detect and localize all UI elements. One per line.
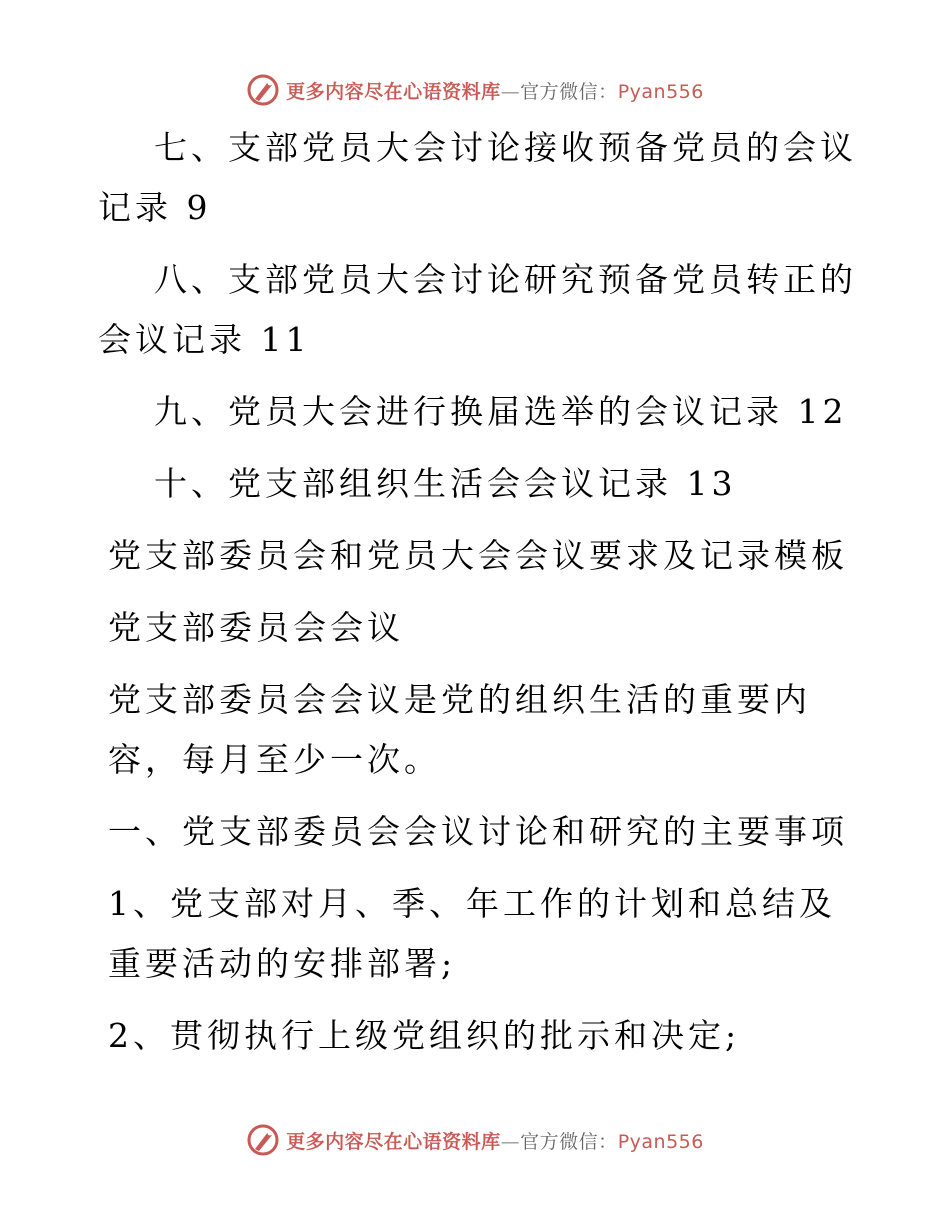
toc-item-9: 九、党员大会进行换届选举的会议记录 12	[154, 392, 848, 431]
toc-item-7: 七、支部党员大会讨论接收预备党员的会议记录 9	[98, 128, 857, 227]
watermark-brand: 更多内容尽在心语资料库	[286, 80, 501, 103]
watermark-separator: —	[500, 1130, 521, 1153]
pen-logo-icon	[246, 1123, 280, 1157]
watermark-text	[286, 1127, 704, 1154]
list-item: 2、贯彻执行上级党组织的批示和决定;	[108, 1016, 741, 1055]
toc-item-10: 十、党支部组织生活会会议记录 13	[154, 464, 737, 503]
watermark-id: Pyan556	[617, 80, 704, 103]
heading-item-1: 一、党支部委员会会议讨论和研究的主要事项	[108, 812, 848, 851]
subsection-title: 党支部委员会会议	[108, 608, 404, 647]
watermark-brand: 更多内容尽在心语资料库	[286, 1130, 501, 1153]
toc-item-8: 八、支部党员大会讨论研究预备党员转正的会议记录 11	[98, 260, 857, 359]
body-paragraph: 党支部委员会会议是党的组织生活的重要内容，每月至少一次。	[108, 680, 811, 779]
watermark-separator: —	[500, 80, 521, 103]
section-title: 党支部委员会和党员大会会议要求及记录模板	[108, 536, 848, 575]
watermark-text	[286, 77, 704, 104]
footer-watermark	[0, 1120, 950, 1160]
watermark-label: 官方微信：	[520, 1130, 618, 1153]
pen-logo-icon	[246, 73, 280, 107]
list-item: 1、党支部对月、季、年工作的计划和总结及重要活动的安排部署;	[108, 884, 836, 983]
watermark-id: Pyan556	[617, 1130, 704, 1153]
watermark-label: 官方微信：	[520, 80, 618, 103]
document-body	[98, 118, 858, 1078]
header-watermark	[0, 70, 950, 110]
